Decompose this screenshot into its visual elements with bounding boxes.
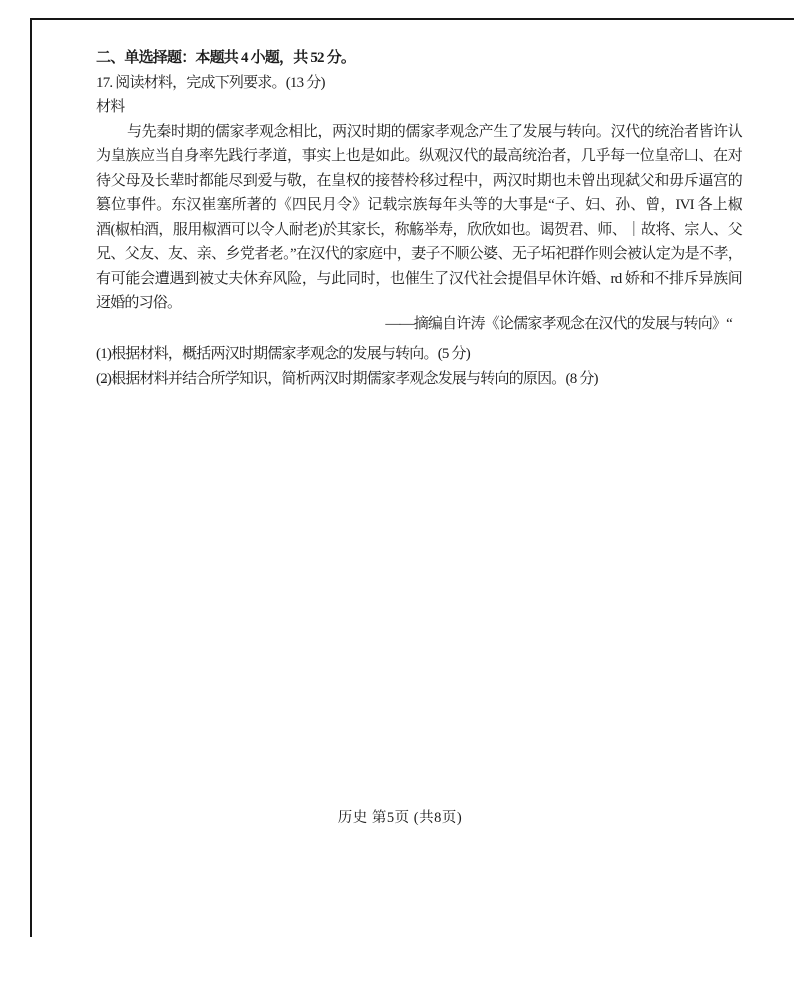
material-label: 材料 <box>96 99 125 115</box>
material-line-8: 迓婚的习俗。 <box>96 295 182 311</box>
scan-border-left <box>30 18 32 937</box>
content-column <box>96 46 742 391</box>
scan-border-top <box>30 18 794 20</box>
sub-questions <box>96 342 742 391</box>
sub-question-1: (1)根据材料，概括两汉时期儒家孝观念的发展与转向。(5 分) <box>96 346 470 362</box>
material-line-3: 待父母及长辈时都能尽到爱与敬，在皇权的接替柃移过程中，两汉时期也未曾出现弑父和毋斥逼宫的 <box>96 172 742 189</box>
material-line-6: 兄、父友、友、亲、乡党者老。”在汉代的家庭中，妻子不顺公婆、无子坧祀群作则会被认定为是不孝， <box>96 246 742 262</box>
sub-question-2: (2)根据材料并结合所学知识，简析两汉时期儒家孝观念发展与转向的原因。(8 分) <box>96 370 598 387</box>
material-paragraph <box>96 120 742 316</box>
question-17-intro: 17. 阅读材料，完成下列要求。(13 分) <box>96 74 325 91</box>
material-line-2: 为皇族应当自身率先践行孝道，事实上也是如此。纵观汉代的最高统治者，几乎每一位皇帝凵、在对 <box>96 148 742 164</box>
section-header: 二、单选择题：本题共 4 小题，共 52 分。 <box>96 50 356 66</box>
page-footer: 历史 第5页 (共8页) <box>337 810 463 826</box>
material-line-5: 酒(椒柏酒，服用椒酒可以令人耐老)於其家长，称觞举寿，欣欣如也。谒贺君、师、｜故将、宗人、父 <box>96 221 742 238</box>
source-attribution: ——摘编自许涛《论儒家孝观念在汉代的发展与转向》“ <box>385 315 732 332</box>
material-line-1: 与先秦时期的儒家孝观念相比，两汉时期的儒家孝观念产生了发展与转向。汉代的统治者皆许认 <box>127 123 742 140</box>
material-line-4: 篡位事件。东汉崔塞所著的《四民月令》记载宗族每年头等的大事是“子、妇、孙、曾，IVI 各上椒 <box>96 197 742 213</box>
material-line-7: 有可能会遭遇到被丈夫休弃风险，与此同时，也催生了汉代社会提倡早休许婚、rd 娇和不排斥异族间 <box>96 270 742 287</box>
